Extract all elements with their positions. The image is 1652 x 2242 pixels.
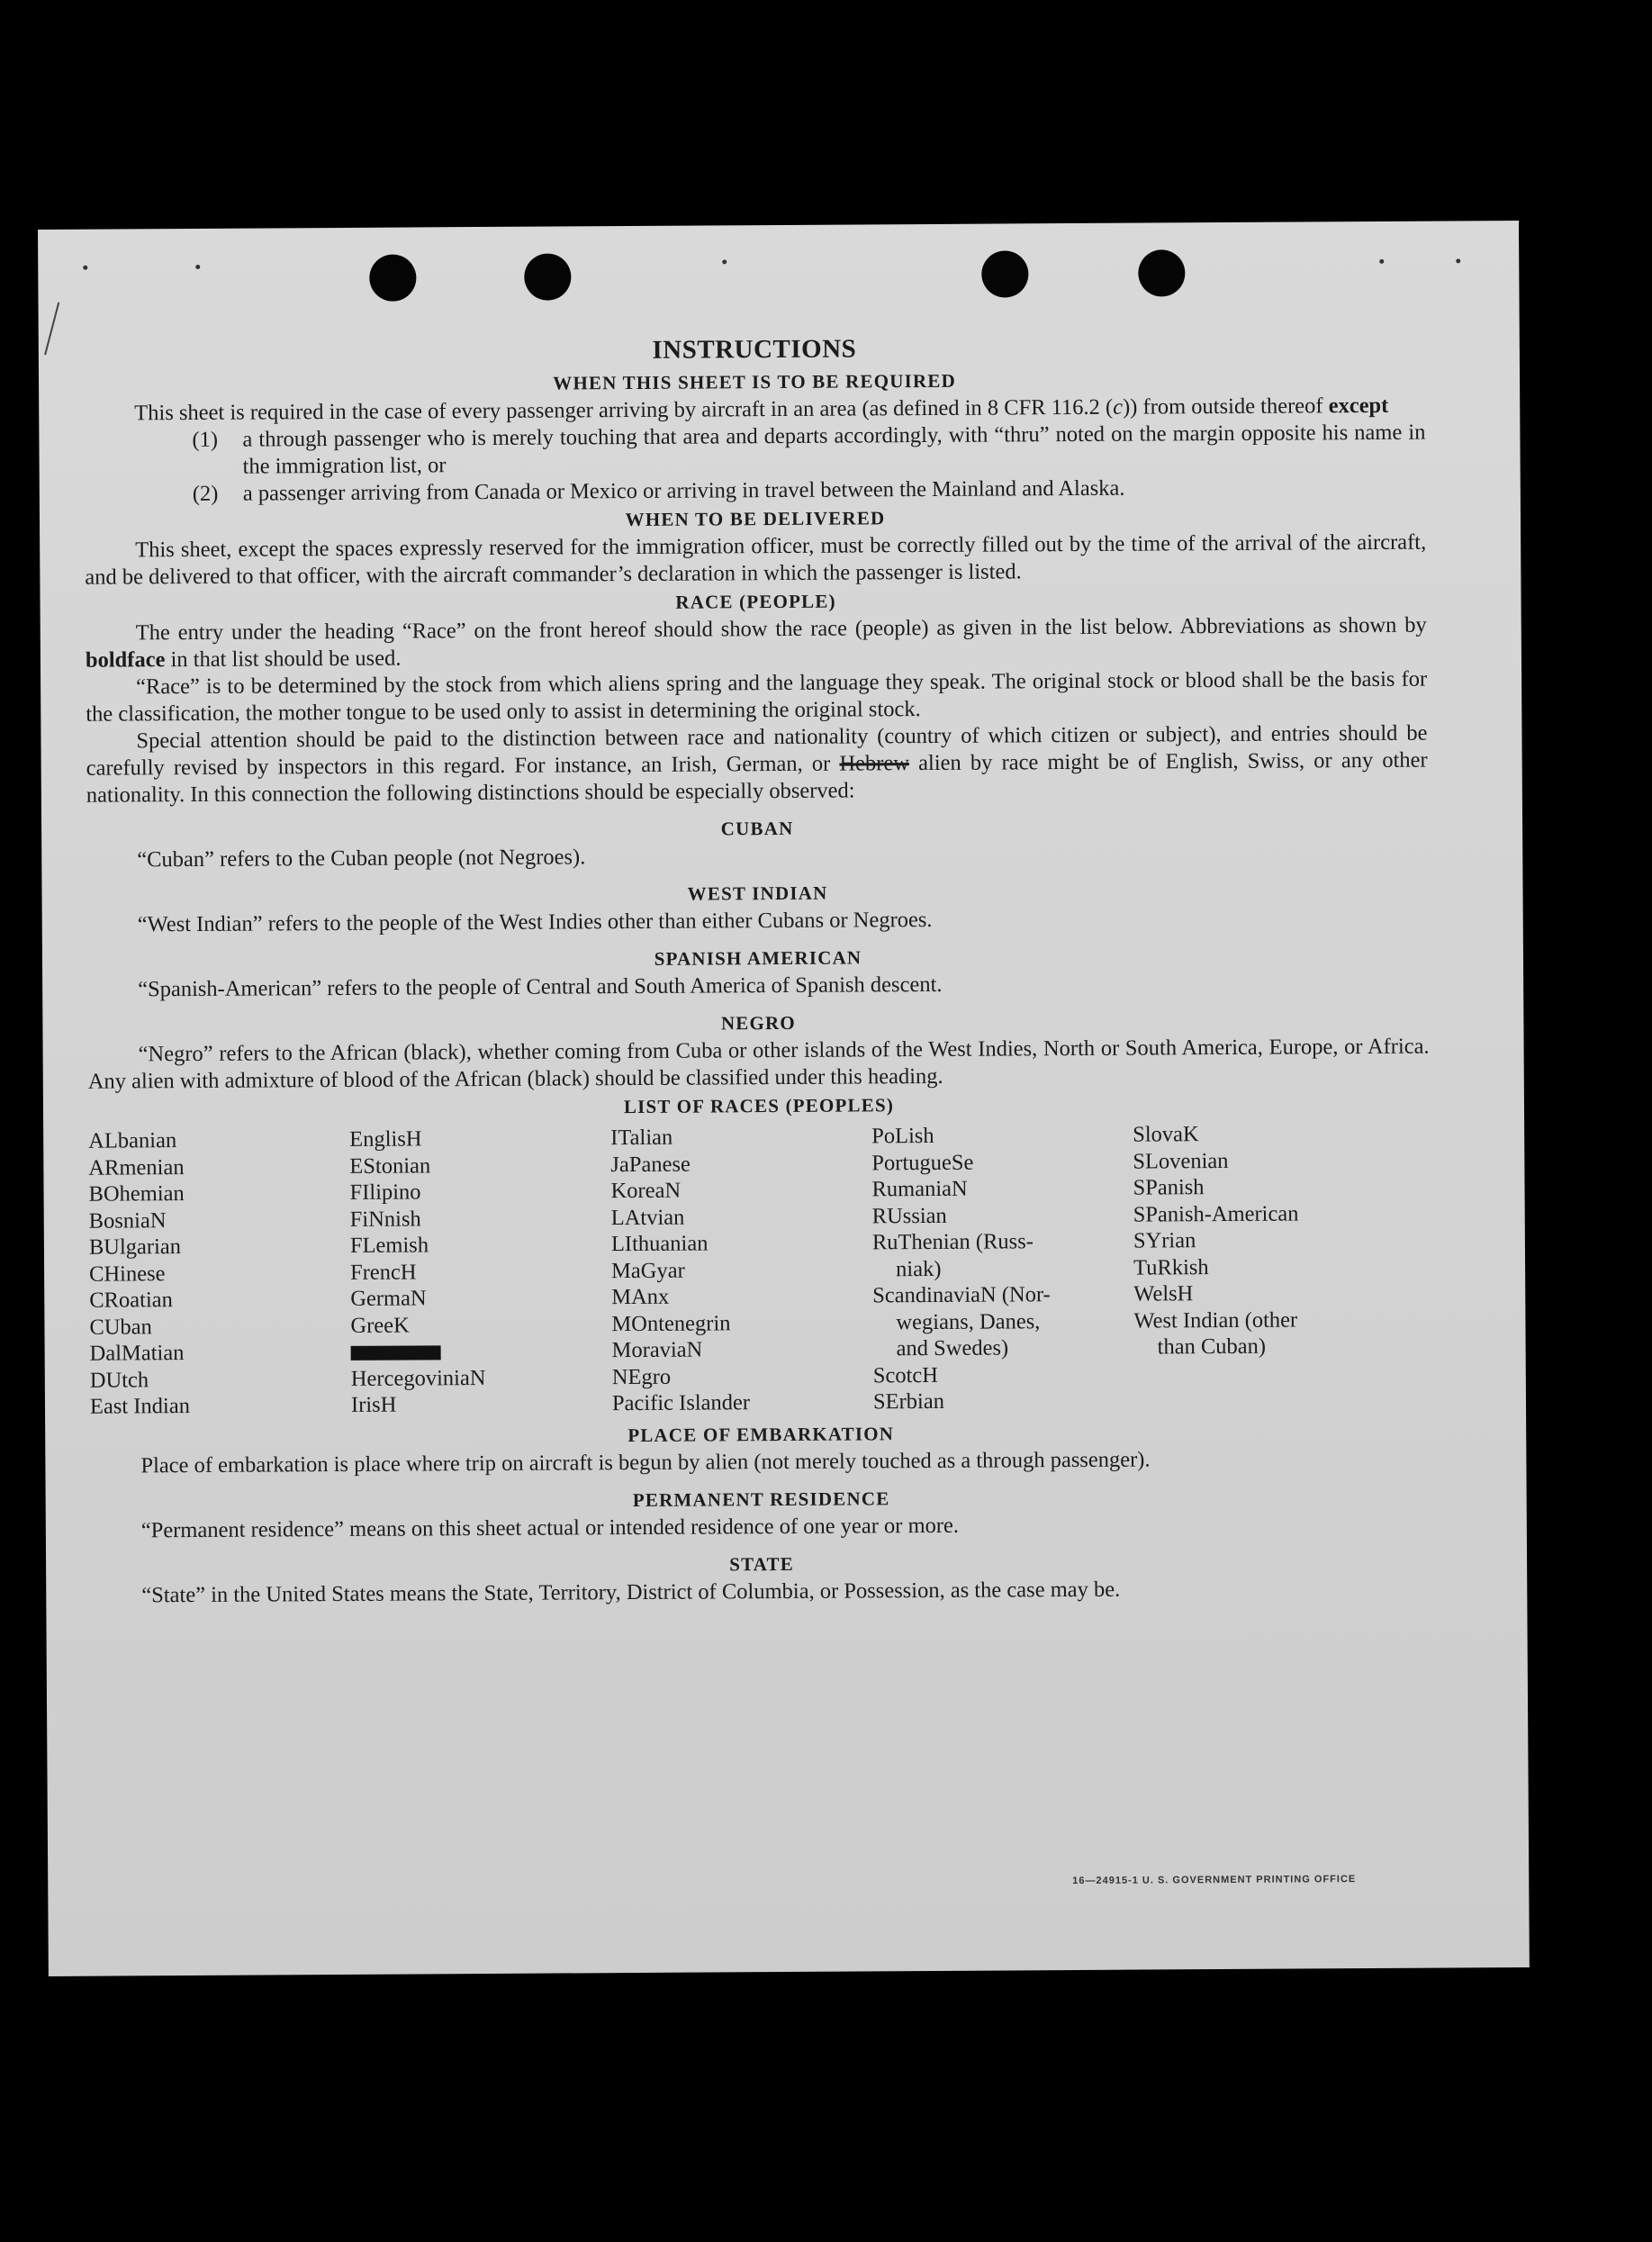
race-entry: East Indian bbox=[89, 1394, 190, 1419]
race-entry: IrisH bbox=[350, 1392, 397, 1417]
race-entry: LIthuanian bbox=[610, 1231, 709, 1257]
embarkation-text: Place of embarkation is place where trip on aircraft is begun by alien (not merely touched as a through passenger). bbox=[140, 1447, 1151, 1478]
heading-negro: NEGRO bbox=[720, 1011, 796, 1035]
heading-spanish-american: SPANISH AMERICAN bbox=[654, 946, 862, 970]
race-entry: DalMatian bbox=[89, 1341, 185, 1366]
race-entry: WelsH bbox=[1133, 1281, 1194, 1306]
punch-hole bbox=[981, 250, 1028, 297]
page-title: INSTRUCTIONS bbox=[652, 334, 857, 365]
punch-hole bbox=[369, 254, 416, 301]
heading-residence: PERMANENT RESIDENCE bbox=[632, 1487, 890, 1511]
races-column-4 bbox=[871, 1122, 1134, 1415]
punch-hole bbox=[1138, 249, 1185, 296]
heading-state: STATE bbox=[729, 1552, 795, 1575]
race-entry: RuThenian (Russ- bbox=[871, 1229, 1034, 1255]
heading-cuban: CUBAN bbox=[720, 817, 794, 840]
race-entry: FrencH bbox=[350, 1259, 417, 1285]
race-entry: RumaniaN bbox=[871, 1176, 968, 1202]
race-entry: CRoatian bbox=[89, 1288, 173, 1313]
race-entry: West Indian (other bbox=[1133, 1307, 1298, 1333]
race-entry: MaGyar bbox=[611, 1258, 685, 1283]
race-entry: CUban bbox=[89, 1314, 152, 1340]
race-paragraph-2: “Race” is to be determined by the stock from which aliens spring and the language they speak. The original stock or blood shall be the basis for the classification, the mother tongue to be used only to assist in determining the original stock. bbox=[86, 666, 1428, 727]
instructions-body bbox=[84, 330, 1433, 1610]
redacted-entry bbox=[351, 1346, 441, 1361]
delivered-text: This sheet, except the spaces expressly reserved for the immigration officer, must be correctly filled out by the time of the arrival of the aircraft, and be delivered to that officer, with the aircraft commander’s declaration in which the passenger is listed. bbox=[85, 529, 1427, 590]
race-entry bbox=[351, 1337, 612, 1365]
race-entry: FIlipino bbox=[349, 1180, 421, 1205]
race-entry: GreeK bbox=[350, 1313, 410, 1338]
required-intro: This sheet is required in the case of every passenger arriving by aircraft in an area (as defined in 8 CFR 116.2 (c)) from outside thereof except bbox=[134, 393, 1389, 426]
race-entry: RUssian bbox=[871, 1203, 947, 1228]
race-paragraph-3: Special attention should be paid to the distinction between race and nationality (country of which citizen or subject), and entries should be carefully revised by inspectors in this regard. For instance, an Irish, German, or Hebrew alien by race might be of English, Swiss, or any other nationality. In this connection the following distinctions should be especially observed: bbox=[86, 720, 1428, 808]
race-entry: BosniaN bbox=[88, 1207, 167, 1234]
race-entry: than Cuban) bbox=[1157, 1333, 1267, 1360]
document-page bbox=[38, 221, 1530, 1976]
race-entry: ITalian bbox=[610, 1125, 673, 1151]
heading-delivered: WHEN TO BE DELIVERED bbox=[625, 507, 886, 531]
race-entry: NEgro bbox=[611, 1364, 672, 1389]
race-entry: PortugueSe bbox=[871, 1150, 974, 1175]
exception-item-2: (2) a passenger arriving from Canada or Mexico or arriving in travel between the Mainland and Alaska. bbox=[192, 475, 1125, 506]
race-entry: HercegoviniaN bbox=[350, 1365, 486, 1391]
heading-embarkation: PLACE OF EMBARKATION bbox=[627, 1422, 895, 1446]
race-entry: MOntenegrin bbox=[611, 1310, 731, 1336]
pencil-mark bbox=[44, 303, 59, 356]
race-entry: CHinese bbox=[89, 1261, 166, 1287]
race-entry: SlovaK bbox=[1133, 1122, 1199, 1147]
race-entry: ALbanian bbox=[88, 1128, 177, 1153]
race-entry: DUtch bbox=[89, 1367, 149, 1393]
race-entry: SPanish bbox=[1133, 1175, 1205, 1200]
race-entry: SYrian bbox=[1133, 1228, 1196, 1253]
race-entry: Pacific Islander bbox=[611, 1390, 751, 1416]
race-entry: ScotcH bbox=[872, 1362, 939, 1388]
race-entry: GermaN bbox=[350, 1286, 427, 1311]
race-entry: and Swedes) bbox=[896, 1335, 1009, 1361]
race-entry: ScandinaviaN (Nor- bbox=[872, 1282, 1051, 1308]
negro-text: “Negro” refers to the African (black), whether coming from Cuba or other islands of the West Indies, North or South America, Europe, or Africa. Any alien with admixture of blood of the African (black) should be classified under this heading. bbox=[87, 1034, 1430, 1094]
punch-hole bbox=[524, 253, 571, 300]
race-entry: TuRkish bbox=[1133, 1254, 1209, 1280]
race-entry: SLovenian bbox=[1133, 1148, 1229, 1174]
printing-office-code: 16—24915-1 U. S. GOVERNMENT PRINTING OFFICE bbox=[1072, 1874, 1357, 1887]
heading-required: WHEN THIS SHEET IS TO BE REQUIRED bbox=[553, 369, 956, 394]
heading-list-of-races: LIST OF RACES (PEOPLES) bbox=[623, 1094, 895, 1118]
race-entry: SErbian bbox=[872, 1388, 945, 1415]
race-entry: FLemish bbox=[349, 1233, 429, 1258]
state-text: “State” in the United States means the State, Territory, District of Columbia, or Possession, as the case may be. bbox=[141, 1577, 1121, 1607]
races-column-3 bbox=[610, 1123, 873, 1416]
races-column-2 bbox=[349, 1125, 612, 1418]
race-entry: KoreaN bbox=[610, 1178, 682, 1204]
race-entry: ARmenian bbox=[88, 1154, 185, 1180]
race-entry: SPanish-American bbox=[1133, 1200, 1299, 1227]
race-entry: EStonian bbox=[349, 1153, 431, 1179]
race-entry: wegians, Danes, bbox=[896, 1308, 1041, 1334]
race-entry: PoLish bbox=[871, 1123, 934, 1149]
exception-item-1: (1) a through passenger who is merely touching that area and departs accordingly, with “thru” noted on the margin opposite his name in the immigration list, or bbox=[192, 420, 1426, 479]
race-entry: BOhemian bbox=[88, 1181, 185, 1207]
race-entry: LAtvian bbox=[610, 1205, 685, 1230]
residence-text: “Permanent residence” means on this sheet actual or intended residence of one year or more. bbox=[140, 1513, 960, 1542]
spanish-american-text: “Spanish-American” refers to the people of Central and South America of Spanish descent. bbox=[138, 972, 943, 1002]
races-list bbox=[88, 1120, 1431, 1421]
race-entry: EnglisH bbox=[349, 1126, 422, 1152]
race-entry: MoraviaN bbox=[611, 1337, 703, 1363]
struck-word: Hebrew bbox=[839, 751, 910, 776]
races-column-5 bbox=[1133, 1120, 1395, 1414]
race-entry: MAnx bbox=[611, 1284, 670, 1310]
heading-west-indian: WEST INDIAN bbox=[687, 881, 828, 905]
race-entry: niak) bbox=[896, 1256, 942, 1281]
west-indian-text: “West Indian” refers to the people of the West Indies other than either Cubans or Negroes. bbox=[137, 907, 933, 937]
race-entry: FiNnish bbox=[349, 1206, 421, 1232]
races-column-1 bbox=[88, 1126, 351, 1420]
cuban-text: “Cuban” refers to the Cuban people (not Negroes). bbox=[137, 845, 586, 872]
race-entry: BUlgarian bbox=[88, 1234, 182, 1260]
race-paragraph-1: The entry under the heading “Race” on the front hereof should show the race (people) as given in the list below. Abbreviations as shown by boldface in that list should be used. bbox=[85, 612, 1427, 673]
heading-race: RACE (PEOPLE) bbox=[675, 590, 836, 613]
race-entry: JaPanese bbox=[610, 1152, 691, 1177]
